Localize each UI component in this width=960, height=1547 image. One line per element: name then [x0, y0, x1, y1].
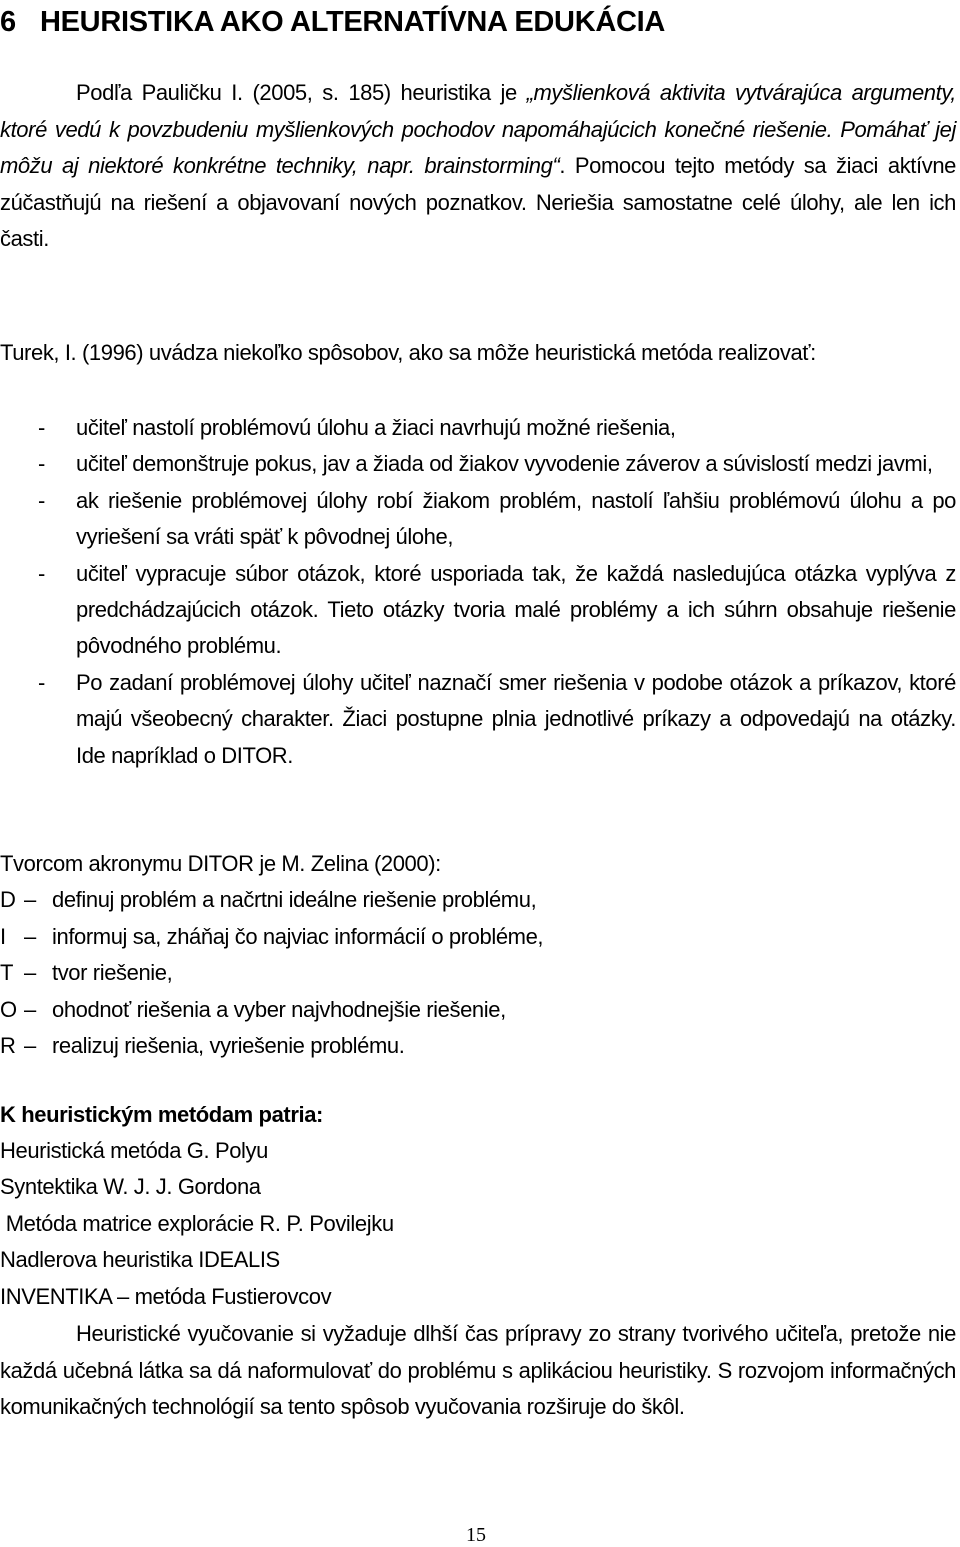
method-item: Syntektika W. J. J. Gordona	[0, 1174, 261, 1200]
list-item-text: ak riešenie problémovej úlohy robí žiakom problém, nastolí ľahšiu problémovú úlohu a po vyriešení sa vráti späť k pôvodnej úlohe,	[76, 487, 956, 550]
page-number: 15	[466, 1524, 486, 1546]
ditor-item-t	[0, 955, 543, 992]
list-item	[0, 483, 956, 556]
ditor-list	[0, 882, 543, 1065]
intro-lead: Podľa Pauličku I. (2005, s. 185) heuristika je	[76, 80, 527, 105]
list-item	[0, 410, 956, 446]
closing-paragraph: Heuristické vyučovanie si vyžaduje dlhší čas prípravy zo strany tvorivého učiteľa, pretože nie každá učebná látka sa dá naformulovať do problému s aplikáciou heuristiky. S rozvojom informačných komunikačných technológií sa tento spôsob vyučovania rozširuje do škôl.	[0, 1321, 956, 1419]
ditor-text: tvor riešenie,	[52, 960, 173, 986]
list-dash: -	[38, 415, 45, 440]
ditor-text: realizuj riešenia, vyriešenie problému.	[52, 1033, 405, 1059]
ditor-intro: Tvorcom akronymu DITOR je M. Zelina (2000):	[0, 851, 441, 876]
list-item-text: učiteľ vypracuje súbor otázok, ktoré usporiada tak, že každá nasledujúca otázka vyplýva z predchádzajúcich otázok. Tieto otázky tvoria malé problémy a ich súhrn obsahuje riešenie pôvodného problému.	[76, 560, 956, 659]
list-item-text: Po zadaní problémovej úlohy učiteľ naznačí smer riešenia v podobe otázok a príkazov, ktoré majú všeobecný charakter. Žiaci postupne plnia jednotlivé príkazy a odpovedajú na otázky. Ide napríklad o DITOR.	[76, 669, 956, 768]
methods-list	[0, 1133, 394, 1315]
list-item	[0, 446, 956, 482]
list-item-text: učiteľ nastolí problémovú úlohu a žiaci navrhujú možné riešenia,	[76, 415, 676, 440]
ditor-letter: D	[0, 887, 16, 912]
chapter-number: 6	[0, 6, 16, 38]
list-dash: -	[38, 451, 45, 477]
ditor-dash: –	[24, 1033, 36, 1059]
ditor-text: definuj problém a načrtni ideálne riešenie problému,	[52, 887, 537, 912]
ditor-letter: O	[0, 996, 17, 1022]
methods-title: K heuristickým metódam patria:	[0, 1102, 323, 1127]
ditor-letter: I	[0, 923, 6, 949]
intro-paragraph	[0, 75, 956, 258]
list-dash: -	[38, 487, 45, 513]
intro-tail: . Pomocou tejto metódy sa žiaci aktívne zúčastňujú na riešení a objavovaní nových poznatkov. Neriešia samostatne celé úlohy, ale len ich časti.	[0, 153, 956, 251]
ditor-dash: –	[24, 960, 36, 986]
method-item: Heuristická metóda G. Polyu	[0, 1138, 268, 1163]
ditor-item-d	[0, 882, 543, 919]
ditor-dash: –	[24, 887, 36, 912]
intro-quote: „myšlienková aktivita vytvárajúca argumenty, ktoré vedú k povzbudeniu myšlienkových pochodov napomáhajúcich konečné riešenie. Pomáhať jej môžu aj niektoré konkrétne techniky, napr. brainstorming“	[0, 80, 957, 178]
ditor-text: informuj sa, zháňaj čo najviac informácií o probléme,	[52, 923, 544, 949]
list-item	[0, 556, 956, 665]
method-item: Nadlerova heuristika IDEALIS	[0, 1247, 280, 1273]
ditor-item-r	[0, 1028, 543, 1065]
method-item: Metóda matrice explorácie R. P. Povilejku	[0, 1210, 394, 1236]
chapter-title: HEURISTIKA AKO ALTERNATÍVNA EDUKÁCIA	[40, 6, 666, 38]
method-ways-list	[0, 410, 956, 774]
chapter-heading	[0, 2, 665, 42]
ditor-letter: T	[0, 960, 14, 986]
ditor-text: ohodnoť riešenia a vyber najvhodnejšie riešenie,	[52, 996, 506, 1022]
list-dash: -	[38, 669, 45, 695]
list-item-text: učiteľ demonštruje pokus, jav a žiada od žiakov vyvodenie záverov a súvislostí medzi javmi,	[76, 451, 933, 477]
ditor-item-o	[0, 992, 543, 1029]
ditor-dash: –	[24, 923, 36, 949]
ditor-letter: R	[0, 1033, 16, 1059]
ditor-dash: –	[24, 996, 36, 1022]
list-dash: -	[38, 560, 45, 586]
turek-paragraph: Turek, I. (1996) uvádza niekoľko spôsobov, ako sa môže heuristická metóda realizovať:	[0, 340, 816, 365]
list-item	[0, 665, 956, 774]
method-item: INVENTIKA – metóda Fustierovcov	[0, 1283, 332, 1309]
ditor-item-i	[0, 919, 543, 956]
